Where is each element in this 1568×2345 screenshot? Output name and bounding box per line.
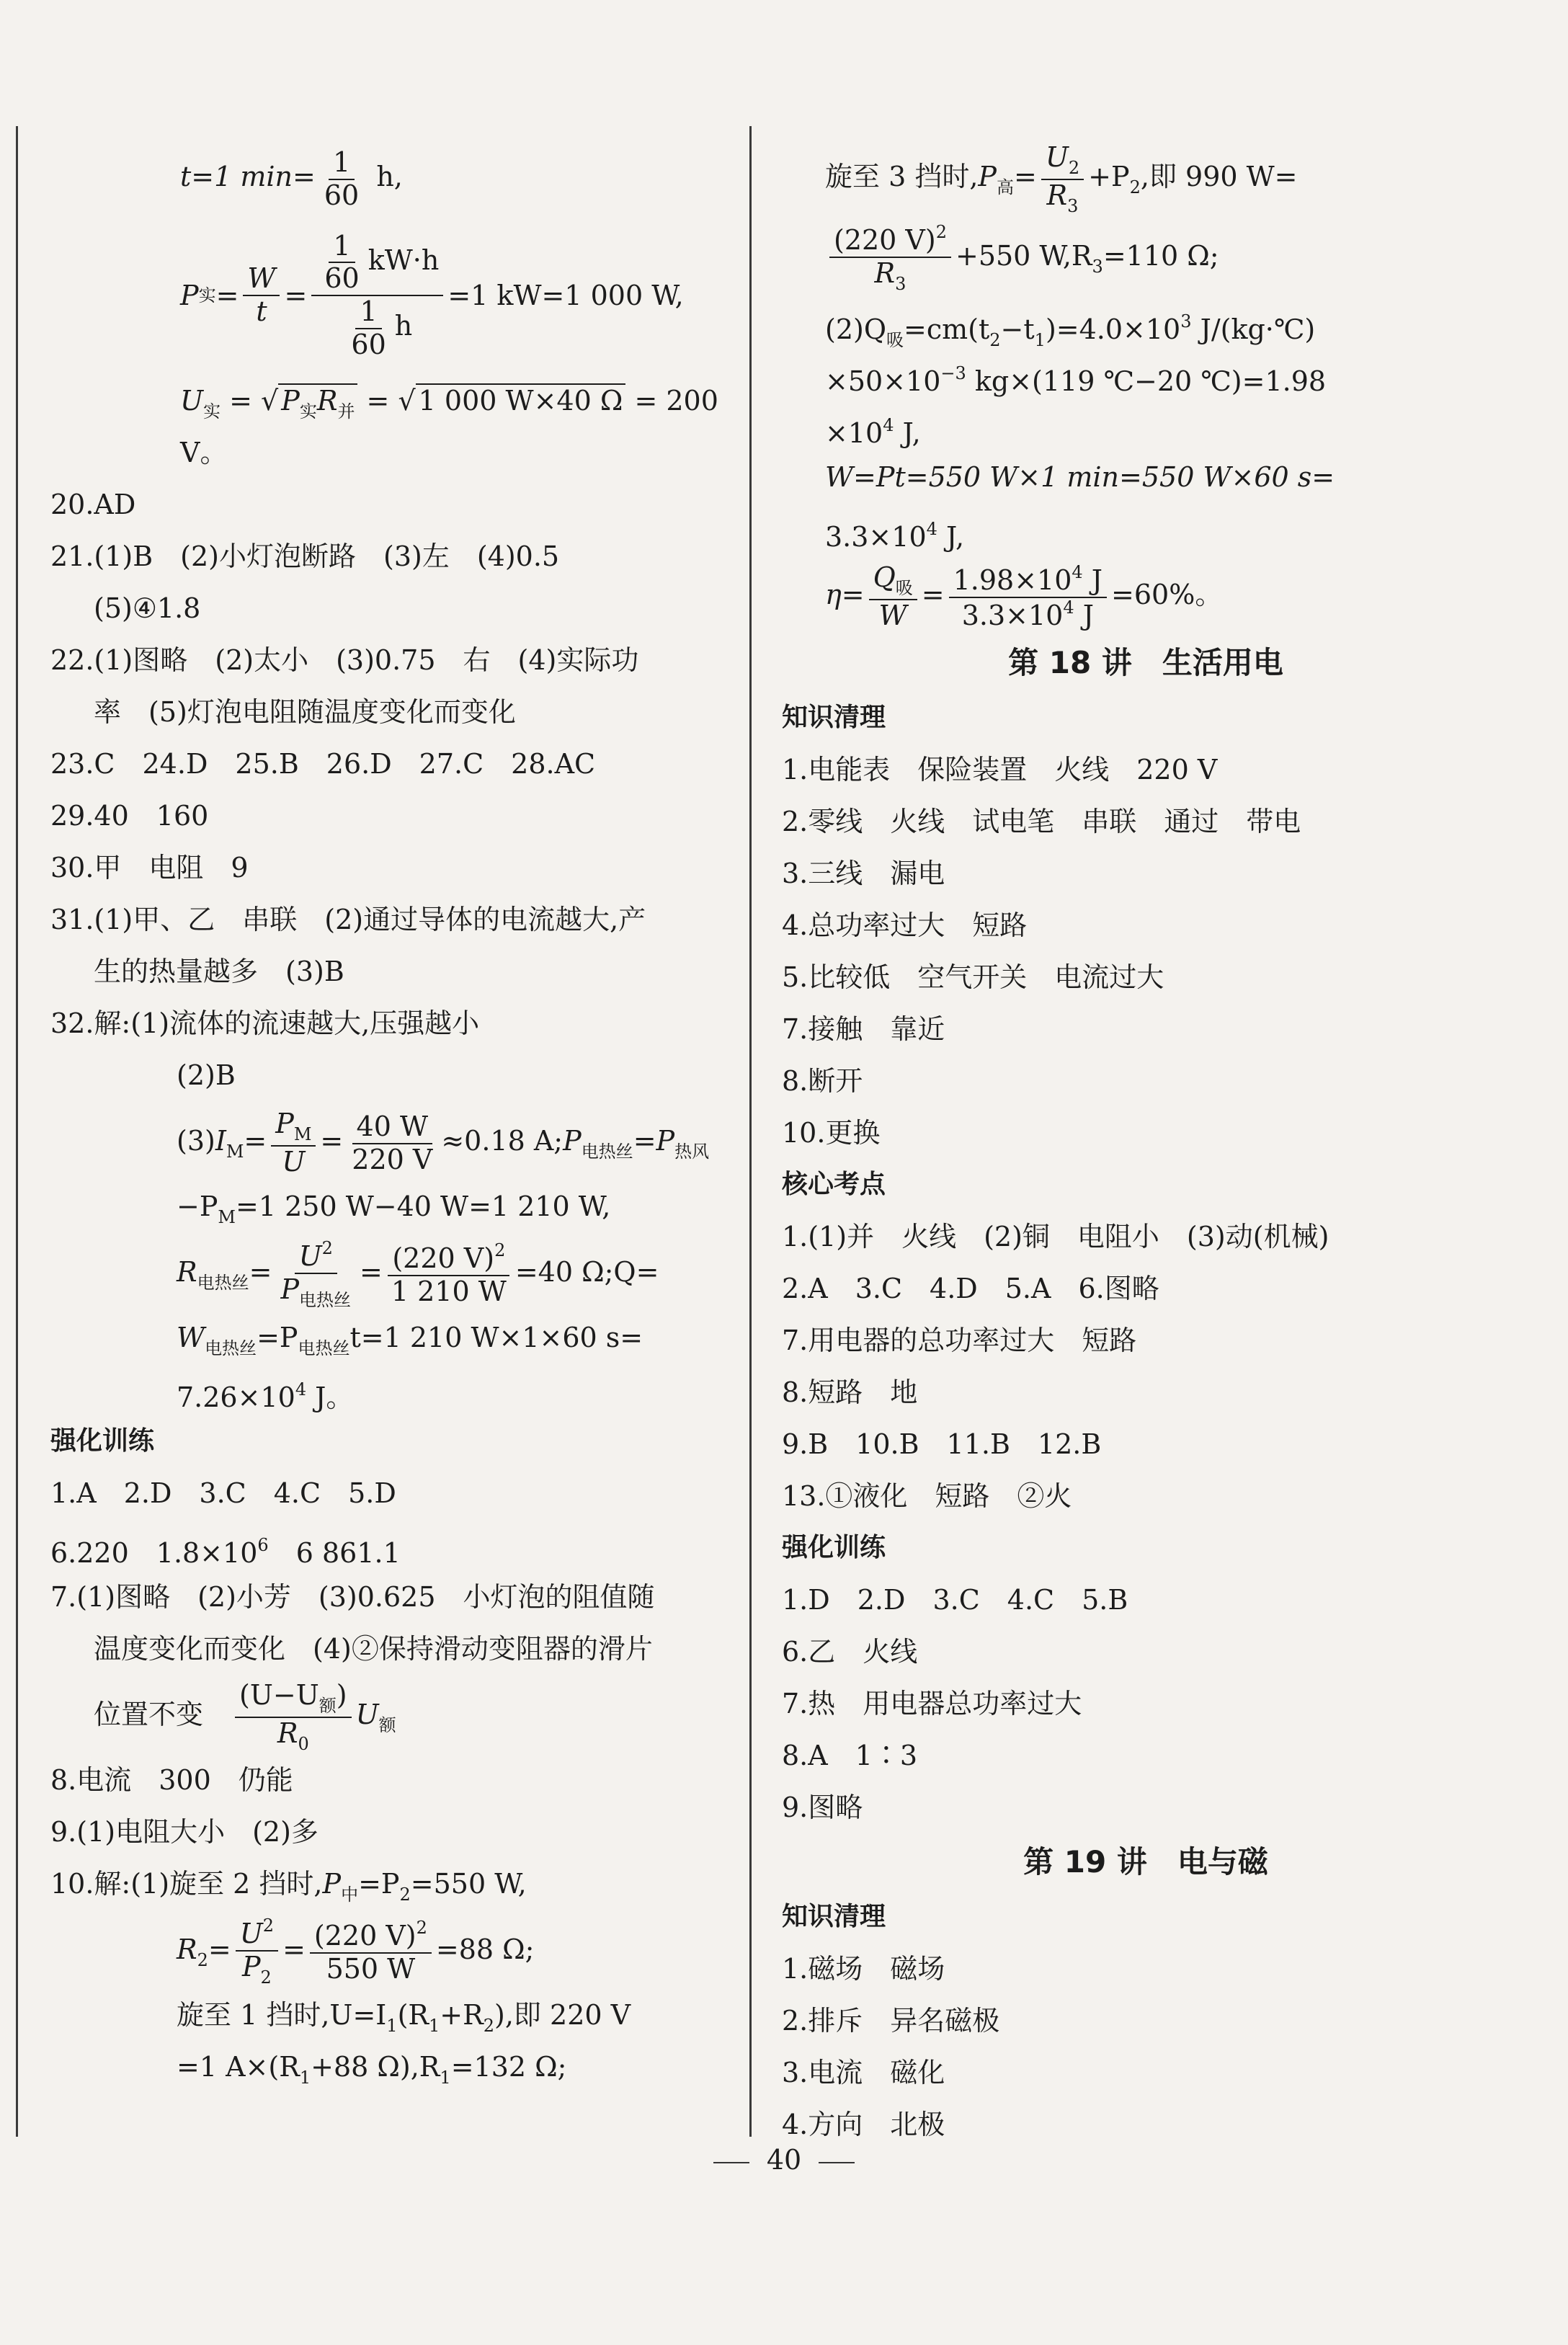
gear3-line: 旋至 3 挡时$,P_高=$ $\frac{U_2}{R_3}$ $+P_2$,即 990 W= <box>825 141 1298 216</box>
section-heading-strengthen-right: 强化训练 <box>782 1533 886 1562</box>
lecture-18-title: 第 18 讲 生活用电 <box>1008 645 1283 680</box>
answer-31: 31.(1)甲、乙 串联 (2)通过导体的电流越大,产 <box>50 904 646 935</box>
knowledge-1: 1.电能表 保险装置 火线 220 V <box>782 754 1218 786</box>
answer-32-heat: $W_{电热丝}=P_{电热丝}t=1$ 210 W×1×60 s= <box>177 1322 643 1358</box>
magnet-4: 4.方向 北极 <box>782 2109 945 2140</box>
answer-22-cont: 率 (5)灯泡电阻随温度变化而变化 <box>94 696 516 728</box>
answer-30: 30.甲 电阻 9 <box>50 852 249 884</box>
magnet-2: 2.排斥 异名磁极 <box>782 2005 1000 2037</box>
core-7: 7.用电器的总功率过大 短路 <box>782 1325 1137 1356</box>
lecture-19-title: 第 19 讲 电与磁 <box>1023 1844 1268 1879</box>
heat-absorbed-result: $\times 10^4$ J, <box>825 415 921 449</box>
answer-22: 22.(1)图略 (2)太小 (3)0.75 右 (4)实际功 <box>50 644 639 676</box>
section-heading-knowledge-2: 知识清理 <box>782 1902 886 1931</box>
heat-absorbed-cont: $\times 50\times 10^{-3}$ kg×(119 ℃−20 ℃)=1.98 <box>825 363 1327 397</box>
line-voltage: $U_实$ = √ $P_实R_并$ = √ 1 000 W×40 Ω = 200 <box>180 385 718 422</box>
strengthen-10: 10.解:(1)旋至 2 挡时$,P_中=P_2=550$ W, <box>50 1868 527 1905</box>
efficiency-line: η= $\frac{Q_吸}{W}$ = $\frac{1.98\times 10^4 J}{3.3\times 10^4 J}$ =60%。 <box>825 561 1223 631</box>
strengthen-1-5: 1.A 2.D 3.C 4.C 5.D <box>50 1477 396 1509</box>
strengthen-10-r2: $R_2=$ $\frac{U^2}{P_2}$ = $\frac{(220 V)^2}{550 W}$ =88 Ω; <box>177 1915 535 1988</box>
footer-dash-right <box>819 2162 855 2163</box>
answer-32-part2: (2)B <box>177 1059 236 1091</box>
footer-dash-left <box>713 2162 749 2163</box>
answer-20: 20.AD <box>50 489 136 520</box>
line-voltage-unit: V。 <box>180 437 228 468</box>
column-divider <box>749 126 752 2137</box>
gear3-r3: $\frac{(220 V)^2}{R_3}$ +550 $W,R_3=110$ Ω; <box>782 216 1510 295</box>
train-8: 8.A 1∶3 <box>782 1740 918 1771</box>
line-time: t=1 min= $\frac{1}{60}$ h, <box>180 146 403 211</box>
answer-23-28: 23.C 24.D 25.B 26.D 27.C 28.AC <box>50 748 596 780</box>
knowledge-4: 4.总功率过大 短路 <box>782 909 1028 941</box>
strengthen-10-r1: =1 $A\times(R_1+88$ $\Omega),R_1=132$ Ω; <box>177 2051 567 2088</box>
core-2-6: 2.A 3.C 4.D 5.A 6.图略 <box>782 1273 1159 1304</box>
heat-absorbed: $(2)Q_吸=cm(t_2-t_1)=4.0\times 10^3$ J/(kg·℃) <box>825 311 1316 350</box>
core-13: 13.①液化 短路 ②火 <box>782 1480 1072 1512</box>
right-column <box>782 137 1510 2150</box>
strengthen-7-formula: 位置不变 $\frac{(U-U_额)}{R_0}$ $U_额$ <box>94 1678 396 1754</box>
answer-32-power: $-P_M=1$ 250 W−40 W=1 210 W, <box>177 1191 611 1227</box>
answer-21: 21.(1)B (2)小灯泡断路 (3)左 (4)0.5 <box>50 540 560 572</box>
answer-32: 32.解:(1)流体的流速越大,压强越小 <box>50 1007 480 1039</box>
train-1-5: 1.D 2.D 3.C 4.C 5.B <box>782 1584 1128 1616</box>
left-margin-rule <box>16 126 18 2137</box>
section-heading-knowledge: 知识清理 <box>782 703 886 732</box>
magnet-3: 3.电流 磁化 <box>782 2057 945 2088</box>
line-power: P 实 = $\frac{W}{t}$ = $\frac{1}{60}$ kW·h $\frac{1}{60}$ h =1 kW=1 000 W, <box>180 229 684 360</box>
strengthen-7-cont: 温度变化而变化 (4)②保持滑动变阻器的滑片 <box>94 1633 653 1665</box>
left-column <box>50 137 728 2093</box>
knowledge-7: 7.接触 靠近 <box>782 1013 945 1045</box>
section-heading-core: 核心考点 <box>782 1170 886 1199</box>
page-number: 40 <box>766 2144 802 2176</box>
answer-29: 29.40 160 <box>50 800 209 832</box>
train-6: 6.乙 火线 <box>782 1636 918 1668</box>
knowledge-3: 3.三线 漏电 <box>782 858 945 889</box>
strengthen-10-gear1: 旋至 1 挡时$,U=I_1(R_1+R_2)$,即 220 V <box>177 1999 631 2036</box>
knowledge-5: 5.比较低 空气开关 电流过大 <box>782 961 1164 993</box>
strengthen-8: 8.电流 300 仍能 <box>50 1764 293 1796</box>
core-8: 8.短路 地 <box>782 1376 918 1408</box>
knowledge-8: 8.断开 <box>782 1065 863 1097</box>
train-9: 9.图略 <box>782 1792 863 1823</box>
answer-32-part3: $(3)I_M=$ $\frac{P_M}{U}$ = $\frac{40 W}{220 V}$ ≈0.18 $A;P_{电热丝}=P_{热风}$ <box>177 1108 710 1178</box>
answer-32-result: $7.26\times 10^4$ J。 <box>177 1379 354 1413</box>
knowledge-2: 2.零线 火线 试电笔 串联 通过 带电 <box>782 806 1301 837</box>
answer-32-resistance: $R_{电热丝}=$ $\frac{U^2}{P_{电热丝}}$ = $\frac{(220 V)^2}{1 210 W}$ =40 Ω;Q= <box>177 1237 659 1310</box>
core-9-12: 9.B 10.B 11.B 12.B <box>782 1428 1102 1460</box>
work-result: $3.3\times 10^4$ J, <box>825 519 965 553</box>
work-line: W=Pt=550 W×1 min=550 W×60 s= <box>825 461 1335 493</box>
knowledge-10: 10.更换 <box>782 1117 881 1149</box>
magnet-1: 1.磁场 磁场 <box>782 1953 945 1985</box>
strengthen-6: 6.220 $1.8\times 10^6$ 6 861.1 <box>50 1535 401 1569</box>
core-1: 1.(1)并 火线 (2)铜 电阻小 (3)动(机械) <box>782 1221 1329 1252</box>
answer-31-cont: 生的热量越多 (3)B <box>94 956 344 987</box>
strengthen-9: 9.(1)电阻大小 (2)多 <box>50 1816 318 1848</box>
answer-21-cont: (5)④1.8 <box>94 592 201 624</box>
page-footer <box>0 2144 1568 2176</box>
section-heading-strengthen: 强化训练 <box>50 1426 155 1456</box>
train-7: 7.热 用电器总功率过大 <box>782 1688 1082 1719</box>
strengthen-7: 7.(1)图略 (2)小芳 (3)0.625 小灯泡的阻值随 <box>50 1581 655 1613</box>
